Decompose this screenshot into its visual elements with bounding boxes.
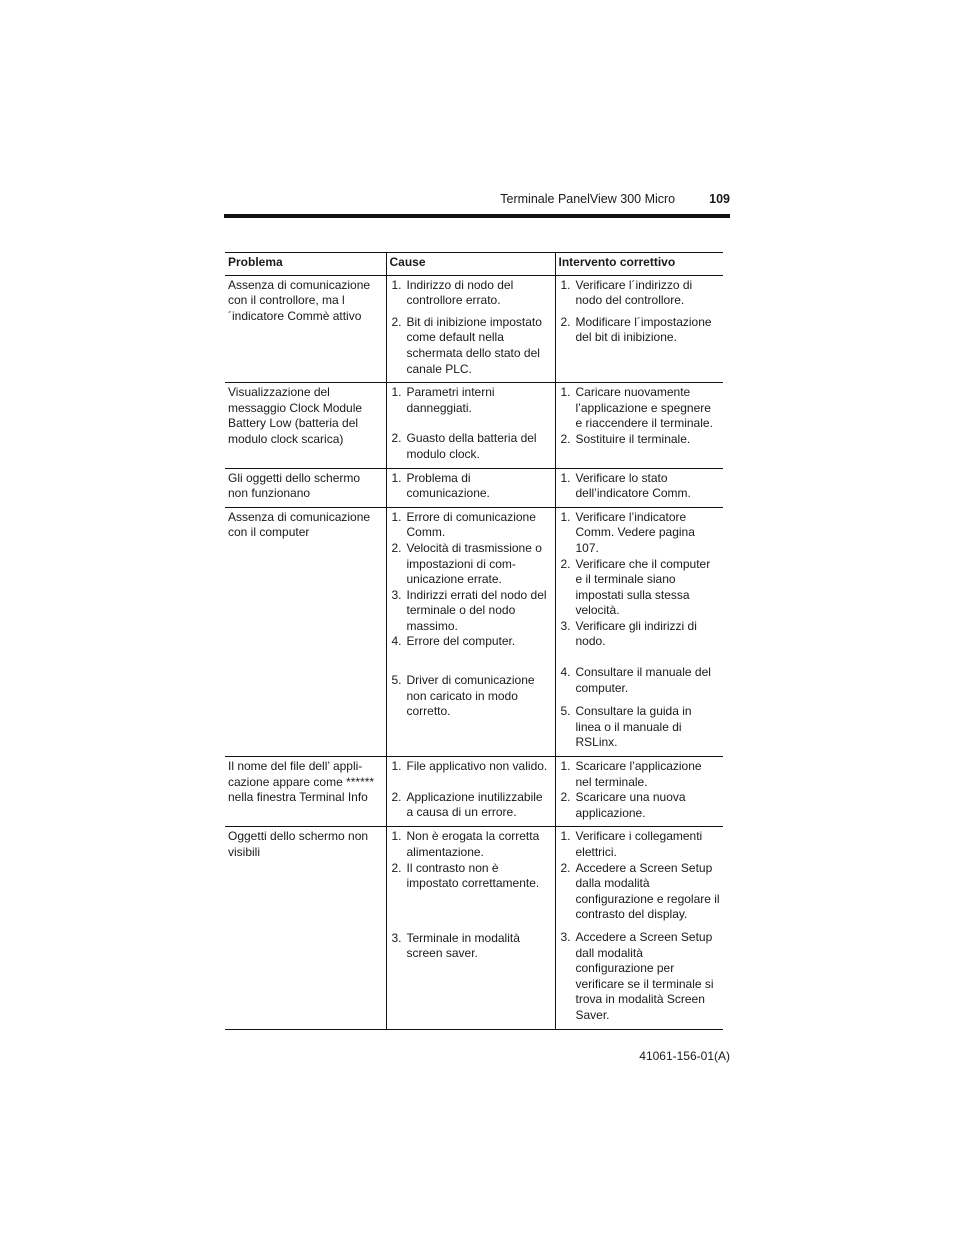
- list-number: 1.: [560, 829, 571, 844]
- action-text: Accedere a Screen Setup dalla modalità configurazione e regolare il contrasto del display.: [575, 860, 720, 922]
- table-row: [225, 468, 723, 507]
- list-number: 5.: [391, 673, 402, 688]
- list-number: 2.: [560, 860, 571, 875]
- action-list-item: [559, 510, 721, 557]
- cause-list: [390, 510, 552, 720]
- table-row: [225, 757, 723, 827]
- action-cell: [555, 507, 723, 756]
- list-number: 2.: [391, 860, 402, 875]
- cause-list-item: [390, 829, 552, 860]
- problem-cell: Il nome del file dell’ appli-cazione appare come ****** nella finestra Terminal Info: [225, 757, 386, 827]
- cause-list-item: [390, 471, 552, 502]
- list-number: 5.: [560, 704, 571, 719]
- action-text: Scaricare l’applicazione nel terminale.: [575, 759, 702, 789]
- problem-cell: Visualizzazione del messaggio Clock Module Battery Low (batteria del modulo clock scarica): [225, 383, 386, 468]
- action-text: Scaricare una nuova applicazione.: [575, 790, 686, 820]
- table-row: [225, 827, 723, 1029]
- action-cell: [555, 468, 723, 507]
- list-number: 2.: [391, 431, 402, 446]
- list-number: 1.: [391, 829, 402, 844]
- list-number: 1.: [391, 277, 402, 292]
- list-number: 2.: [391, 314, 402, 329]
- list-number: 2.: [560, 790, 571, 805]
- cause-cell: [386, 827, 555, 1029]
- cause-text: Velocità di trasmissione o impostazioni di com-unicazione errate.: [406, 540, 542, 587]
- action-text: Verificare i collegamenti elettrici.: [575, 829, 703, 859]
- action-list-item: [559, 315, 721, 346]
- action-list-item: [559, 704, 721, 751]
- cause-list-item: [390, 634, 552, 650]
- cause-cell: [386, 757, 555, 827]
- list-number: 4.: [560, 665, 571, 680]
- action-list-item: [559, 278, 721, 309]
- list-number: 1.: [391, 470, 402, 485]
- cause-list: [390, 471, 552, 502]
- table-row: [225, 507, 723, 756]
- action-list: [559, 829, 721, 1023]
- action-cell: [555, 383, 723, 468]
- cause-cell: [386, 507, 555, 756]
- cause-text: Indirizzo di nodo del controllore errato.: [406, 277, 514, 308]
- column-header-intervento: Intervento correttivo: [555, 253, 723, 276]
- list-number: 2.: [391, 540, 402, 555]
- action-cell: [555, 757, 723, 827]
- action-list: [559, 385, 721, 447]
- cause-list-item: [390, 541, 552, 588]
- cause-list-item: [390, 931, 552, 962]
- list-number: 3.: [560, 618, 571, 633]
- action-list-item: [559, 790, 721, 821]
- action-list: [559, 278, 721, 346]
- cause-list-item: [390, 510, 552, 541]
- list-number: 3.: [560, 929, 571, 944]
- page-header: [500, 192, 730, 206]
- list-number: 1.: [560, 470, 571, 485]
- table-row: [225, 383, 723, 468]
- action-list: [559, 759, 721, 821]
- cause-text: Applicazione inutilizzabile a causa di un errore.: [406, 789, 543, 820]
- action-list-item: [559, 829, 721, 860]
- column-header-cause: Cause: [386, 253, 555, 276]
- action-text: Caricare nuovamente l’applicazione e spegnere e riaccendere il terminale.: [575, 385, 713, 431]
- list-number: 1.: [391, 509, 402, 524]
- list-number: 3.: [391, 930, 402, 945]
- cause-text: Terminale in modalità screen saver.: [406, 930, 520, 961]
- list-number: 4.: [391, 634, 402, 649]
- header-title: Terminale PanelView 300 Micro: [500, 192, 676, 206]
- cause-list-item: [390, 278, 552, 309]
- action-list-item: [559, 665, 721, 696]
- list-number: 2.: [560, 314, 571, 329]
- problem-cell: Gli oggetti dello schermo non funzionano: [225, 468, 386, 507]
- cause-list: [390, 278, 552, 378]
- cause-list: [390, 829, 552, 962]
- action-cell: [555, 275, 723, 383]
- cause-text: Driver di comunicazione non caricato in modo corretto.: [406, 673, 535, 719]
- action-text: Sostituire il terminale.: [575, 431, 691, 446]
- list-number: 3.: [391, 587, 402, 602]
- list-number: 1.: [391, 385, 402, 400]
- action-list: [559, 510, 721, 751]
- page-number: 109: [709, 192, 730, 206]
- table-row: [225, 275, 723, 383]
- cause-text: Parametri interni danneggiati.: [406, 385, 495, 415]
- cause-cell: [386, 275, 555, 383]
- action-list-item: [559, 432, 721, 448]
- cause-list-item: [390, 790, 552, 821]
- cause-text: Indirizzi errati del nodo del terminale o del nodo massimo.: [406, 587, 547, 633]
- cause-list-item: [390, 385, 552, 416]
- action-list-item: [559, 759, 721, 790]
- cause-text: Bit di inibizione impostato come default nella schermata dello stato del canale PLC.: [406, 314, 542, 376]
- action-text: Modificare l´impostazione del bit di inibizione.: [575, 314, 712, 345]
- action-text: Verificare che il computer e il terminale siano impostati sulla stessa velocità.: [575, 556, 711, 618]
- cause-list: [390, 759, 552, 821]
- list-number: 1.: [391, 759, 402, 774]
- action-text: Verificare l´indirizzo di nodo del controllore.: [575, 277, 693, 308]
- action-list-item: [559, 385, 721, 432]
- action-text: Accedere a Screen Setup dall modalità configurazione per verificare se il terminale si trova in modalità Screen Saver.: [575, 929, 714, 1022]
- action-list-item: [559, 557, 721, 619]
- list-number: 2.: [391, 789, 402, 804]
- action-list-item: [559, 471, 721, 502]
- cause-text: Errore di comunicazione Comm.: [406, 509, 536, 540]
- cause-list: [390, 385, 552, 462]
- list-number: 2.: [560, 431, 571, 446]
- action-text: Verificare gli indirizzi di nodo.: [575, 618, 697, 649]
- action-text: Consultare il manuale del computer.: [575, 665, 711, 695]
- cause-cell: [386, 383, 555, 468]
- table-header-row: [225, 253, 723, 276]
- action-list-item: [559, 619, 721, 650]
- problem-cell: Assenza di comunicazione con il controllore, ma l´indicatore Commè attivo: [225, 275, 386, 383]
- cause-list-item: [390, 673, 552, 720]
- header-rule: [224, 214, 730, 218]
- action-text: Consultare la guida in linea o il manuale di RSLinx.: [575, 704, 692, 750]
- cause-text: Problema di comunicazione.: [406, 470, 490, 501]
- cause-text: Guasto della batteria del modulo clock.: [406, 431, 537, 461]
- cause-text: Non è erogata la corretta alimentazione.: [406, 829, 540, 859]
- action-cell: [555, 827, 723, 1029]
- problem-cell: Assenza di comunicazione con il computer: [225, 507, 386, 756]
- list-number: 2.: [560, 556, 571, 571]
- cause-list-item: [390, 861, 552, 892]
- cause-text: File applicativo non valido.: [406, 759, 548, 774]
- document-number: 41061-156-01(A): [639, 1049, 730, 1063]
- troubleshooting-table: [225, 252, 723, 1030]
- cause-list-item: [390, 588, 552, 635]
- list-number: 1.: [560, 759, 571, 774]
- list-number: 1.: [560, 509, 571, 524]
- action-text: Verificare l’indicatore Comm. Vedere pagina 107.: [575, 509, 695, 555]
- action-text: Verificare lo stato dell’indicatore Comm.: [575, 470, 691, 501]
- cause-list-item: [390, 759, 552, 775]
- action-list: [559, 471, 721, 502]
- cause-list-item: [390, 431, 552, 462]
- cause-list-item: [390, 315, 552, 377]
- column-header-problema: Problema: [225, 253, 386, 276]
- list-number: 1.: [560, 385, 571, 400]
- cause-cell: [386, 468, 555, 507]
- problem-cell: Oggetti dello schermo non visibili: [225, 827, 386, 1029]
- action-list-item: [559, 861, 721, 923]
- cause-text: Errore del computer.: [406, 634, 516, 649]
- action-list-item: [559, 930, 721, 1024]
- list-number: 1.: [560, 277, 571, 292]
- cause-text: Il contrasto non è impostato correttamente.: [406, 860, 540, 891]
